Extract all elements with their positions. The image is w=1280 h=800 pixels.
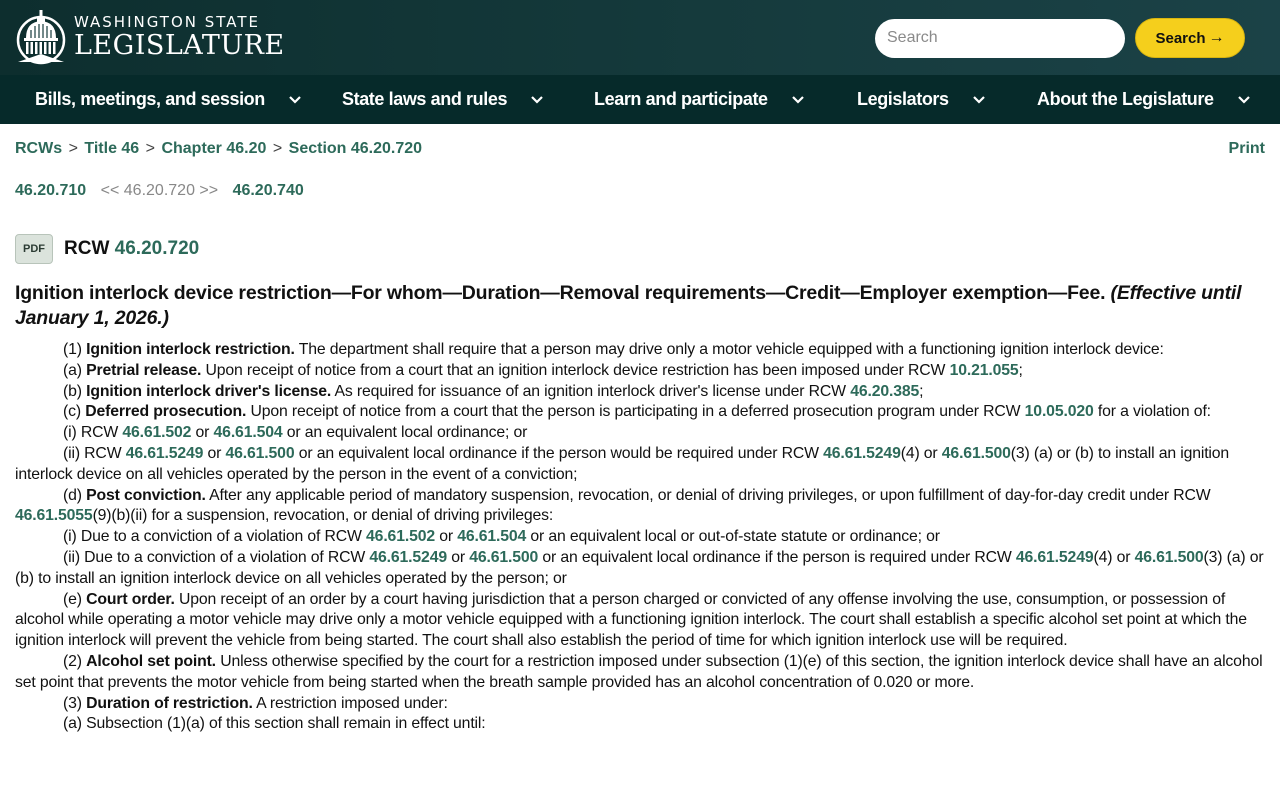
breadcrumb-section[interactable]: Section 46.20.720	[288, 140, 423, 157]
rcw-link[interactable]: 46.61.504	[213, 424, 283, 442]
para-text: ;	[919, 382, 924, 400]
chevron-down-icon	[1236, 92, 1252, 108]
site-logo[interactable]	[14, 8, 285, 66]
para-heading: Pretrial release.	[86, 361, 202, 379]
para-heading: Deferred prosecution.	[85, 403, 247, 421]
rcw-link[interactable]: 46.61.502	[366, 528, 435, 546]
current-section-number: 46.20.720	[123, 182, 195, 199]
paragraph-1b	[15, 382, 1267, 403]
main-nav	[0, 75, 1280, 124]
current-section	[101, 182, 223, 199]
para-text: (9)(b)(ii) for a suspension, revocation, or denial of driving privileges:	[92, 507, 554, 525]
rcw-link[interactable]: 46.61.5249	[1015, 548, 1094, 566]
para-text: Upon receipt of notice from a court that the person is participating in a deferred prosecution program under RCW	[250, 403, 1021, 421]
para-heading: Duration of restriction.	[86, 694, 253, 712]
next-marker: >>	[199, 182, 219, 199]
rcw-link[interactable]: 10.21.055	[949, 361, 1019, 379]
para-num: (ii) RCW	[63, 444, 122, 462]
nav-item-about[interactable]	[1037, 89, 1252, 110]
para-text: or an equivalent local ordinance if the person is required under RCW	[542, 548, 1012, 566]
para-text: or	[451, 548, 465, 566]
breadcrumb-title[interactable]: Title 46	[84, 140, 140, 157]
search-button-label: Search	[1155, 29, 1206, 47]
rcw-link[interactable]: 46.61.500	[1134, 548, 1204, 566]
nav-item-legislators[interactable]	[857, 89, 987, 110]
nav-item-label: Learn and participate	[594, 89, 768, 109]
search-button[interactable]	[1135, 18, 1245, 58]
rcw-prefix: RCW	[64, 238, 110, 259]
para-text: (3) (a) or (b) to install an ignition interlock device on all vehicles operated by the person in the event of a conviction;	[15, 444, 1230, 483]
rcw-link[interactable]: 46.61.500	[469, 548, 539, 566]
para-text: or an equivalent local or out-of-state statute or ordinance; or	[530, 528, 940, 546]
rcw-number: 46.20.720	[114, 238, 200, 259]
caption-title: Ignition interlock device restriction—For whom—Duration—Removal requirements—Credit—Employer exemption—Fee.	[15, 282, 1106, 304]
breadcrumb-separator: >	[145, 140, 155, 157]
nav-item-bills[interactable]	[35, 89, 303, 110]
para-num: (3)	[63, 694, 82, 712]
para-text: ;	[1018, 361, 1023, 379]
chevron-down-icon	[790, 92, 806, 108]
para-text: (a) Subsection (1)(a) of this section shall remain in effect until:	[63, 715, 486, 733]
search-area	[875, 18, 1245, 58]
next-section-link[interactable]: 46.20.740	[232, 182, 304, 199]
para-heading: Ignition interlock restriction.	[86, 341, 295, 358]
breadcrumb-chapter[interactable]: Chapter 46.20	[161, 140, 267, 157]
para-num: (c)	[63, 403, 81, 421]
para-num: (ii) Due to a conviction of a violation of RCW	[63, 548, 366, 566]
chevron-down-icon	[287, 92, 303, 108]
para-text: After any applicable period of mandatory suspension, revocation, or denial of driving privileges, or upon fulfillment of day-for-day credit under RCW	[209, 486, 1211, 504]
site-header	[0, 0, 1280, 75]
para-text: Upon receipt of notice from a court that an ignition interlock device restriction has been imposed under RCW	[205, 361, 946, 379]
capitol-dome-icon	[14, 8, 68, 66]
nav-item-laws[interactable]	[342, 89, 545, 110]
section-sequence-nav	[15, 182, 304, 200]
paragraph-1	[15, 340, 1267, 361]
para-text: or	[195, 424, 210, 442]
chevron-down-icon	[529, 92, 545, 108]
logo-line1: WASHINGTON STATE	[74, 12, 261, 31]
paragraph-1c-ii	[15, 444, 1267, 486]
para-text: or an equivalent local ordinance; or	[286, 424, 528, 442]
para-text: As required for issuance of an ignition interlock driver's license under RCW	[334, 382, 846, 400]
para-text: (3) (a) or (b) to install an ignition interlock device on all vehicles operated by the person; or	[15, 548, 1264, 587]
paragraph-3	[15, 694, 1267, 715]
rcw-link[interactable]: 46.61.500	[941, 444, 1011, 462]
chevron-down-icon	[971, 92, 987, 108]
para-text: or an equivalent local ordinance if the person would be required under RCW	[298, 444, 819, 462]
rcw-link[interactable]: 46.61.5249	[369, 548, 447, 566]
rcw-link[interactable]: 46.61.504	[457, 528, 527, 546]
pdf-button[interactable]: PDF	[15, 234, 53, 264]
para-text: or	[207, 444, 222, 462]
prev-marker: <<	[100, 182, 120, 199]
para-heading: Alcohol set point.	[86, 652, 216, 670]
caption-effective: (Effective until January 1, 2026.)	[15, 282, 1242, 329]
rcw-link[interactable]: 46.20.385	[850, 382, 920, 400]
para-heading: Post conviction.	[86, 486, 206, 504]
nav-item-label: State laws and rules	[342, 89, 508, 109]
paragraph-1d-ii	[15, 548, 1267, 590]
para-num: (i) Due to a conviction of a violation of RCW	[63, 528, 362, 546]
paragraph-1c	[15, 402, 1267, 423]
para-text: Unless otherwise specified by the court for a restriction imposed under subsection (1)(e) of this section, the ignition interlock device shall have an alcohol set point that prevents the motor vehicle from being started when the breath sample provided has an alcohol concentration of 0.020 or more.	[15, 652, 1263, 691]
breadcrumb-rcws[interactable]: RCWs	[15, 140, 63, 157]
breadcrumb-separator: >	[272, 140, 283, 157]
breadcrumb-separator: >	[68, 140, 78, 157]
para-num: (i) RCW	[63, 424, 119, 442]
rcw-link[interactable]: 46.61.5249	[823, 444, 901, 462]
para-text: for a violation of:	[1097, 403, 1211, 421]
prev-section-link[interactable]: 46.20.710	[15, 182, 87, 199]
para-text: A restriction imposed under:	[256, 694, 448, 712]
rcw-link[interactable]: 46.61.5249	[125, 444, 204, 462]
rcw-link[interactable]: 10.05.020	[1024, 403, 1094, 421]
para-num: (2)	[63, 652, 82, 670]
para-heading: Ignition interlock driver's license.	[86, 382, 332, 400]
para-heading: Court order.	[86, 590, 175, 608]
paragraph-1e	[15, 590, 1267, 652]
rcw-link[interactable]: 46.61.502	[122, 424, 192, 442]
para-text: (4) or	[1093, 548, 1131, 566]
para-text: Upon receipt of an order by a court having jurisdiction that a person charged or convicted of any offense involving the use, consumption, or possession of alcohol while operating a motor vehicle may drive only a motor vehicle equipped with a functioning ignition interlock. The court shall establish a specific alcohol set point at which the ignition interlock will prevent the vehicle from being started. The court shall also establish the period of time for which ignition interlock use will be required.	[15, 590, 1247, 650]
print-link[interactable]: Print	[1228, 140, 1265, 157]
rcw-title	[64, 238, 199, 260]
breadcrumb	[15, 140, 422, 158]
para-text: or	[439, 528, 453, 546]
nav-item-label: About the Legislature	[1037, 89, 1214, 109]
logo-line2: LEGISLATURE	[74, 29, 285, 61]
para-num: (e)	[63, 590, 82, 608]
rcw-heading	[15, 234, 199, 264]
arrow-right-icon: →	[1208, 29, 1225, 46]
nav-item-label: Bills, meetings, and session	[35, 89, 265, 109]
paragraph-1a	[15, 361, 1267, 382]
para-num: (b)	[63, 382, 82, 400]
para-text: (4) or	[900, 444, 938, 462]
section-body	[15, 340, 1267, 735]
para-num: (d)	[63, 486, 82, 504]
paragraph-1d	[15, 486, 1267, 528]
para-num: (1)	[63, 341, 82, 358]
para-text: The department shall require that a person may drive only a motor vehicle equipped with a functioning ignition interlock device:	[298, 341, 1164, 358]
paragraph-1d-i	[15, 527, 1267, 548]
paragraph-2	[15, 652, 1267, 694]
section-caption	[15, 281, 1265, 331]
paragraph-1c-i	[15, 423, 1267, 444]
para-num: (a)	[63, 361, 82, 379]
rcw-link[interactable]: 46.61.500	[225, 444, 295, 462]
rcw-link[interactable]: 46.61.5055	[15, 507, 93, 525]
nav-item-learn[interactable]	[594, 89, 806, 110]
nav-item-label: Legislators	[857, 89, 949, 109]
paragraph-3a	[15, 714, 1267, 735]
search-input[interactable]	[875, 19, 1125, 58]
